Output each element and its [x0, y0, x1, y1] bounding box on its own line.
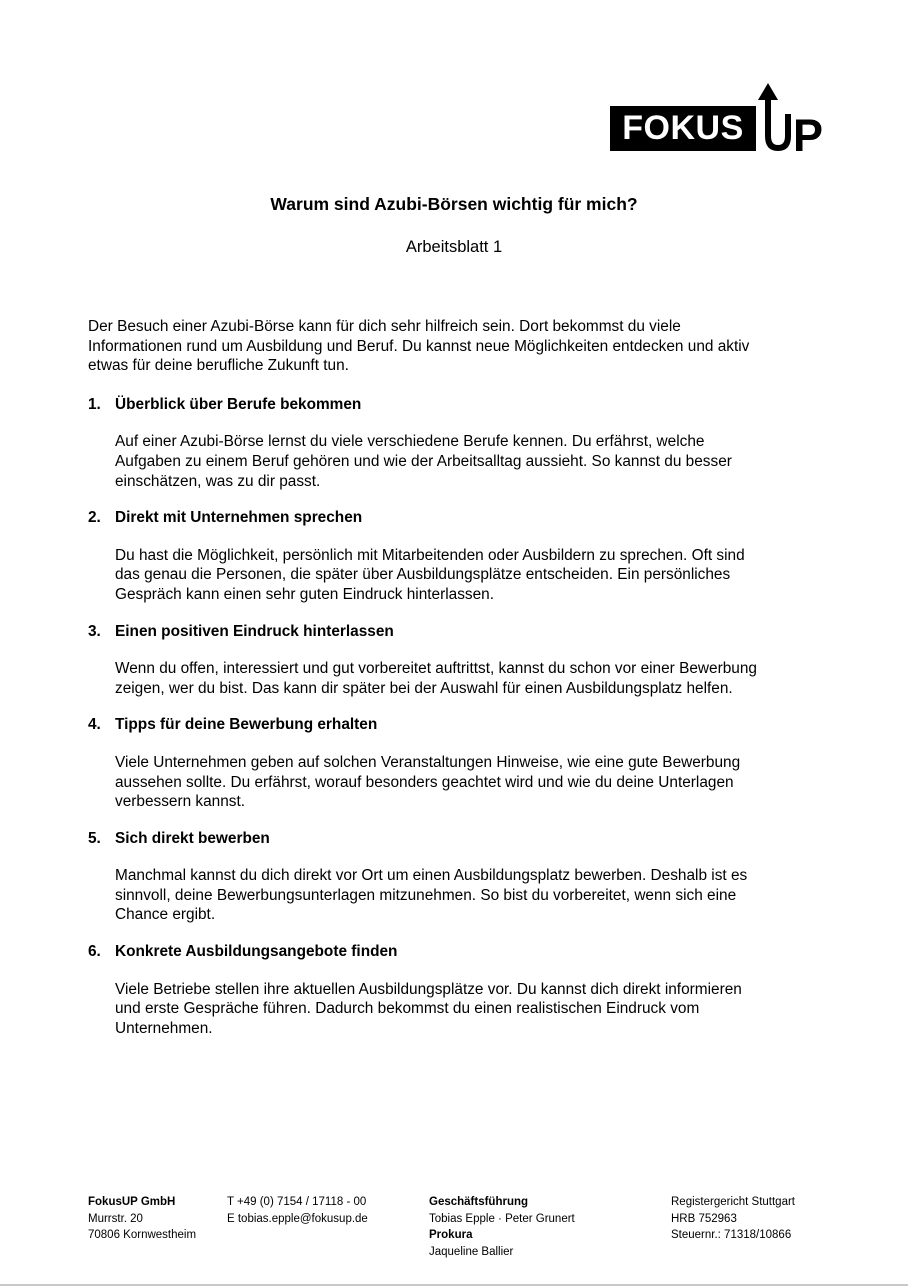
section-5 [88, 829, 828, 925]
prokura-name: Jaqueline Ballier [429, 1245, 514, 1258]
section-number: 6. [88, 943, 101, 961]
fokusup-logo [610, 80, 825, 155]
section-heading-text: Konkrete Ausbildungsangebote finden [115, 943, 398, 961]
intro-line: etwas für deine berufliche Zukunft tun. [88, 357, 349, 375]
register-hrb: HRB 752963 [671, 1212, 737, 1225]
section-body [115, 866, 828, 925]
section-4 [88, 715, 828, 811]
register-tax: Steuernr.: 71318/10866 [671, 1229, 792, 1241]
section-body [115, 432, 828, 491]
section-heading-text: Überblick über Berufe bekommen [115, 395, 362, 413]
up-arrow-icon [756, 80, 826, 155]
section-number: 4. [88, 716, 101, 734]
body-line: Chance ergibt. [115, 906, 216, 924]
intro-line: Informationen rund um Ausbildung und Beruf. Du kannst neue Möglichkeiten entdecken und aktiv [88, 337, 750, 355]
body-line: Unternehmen. [115, 1019, 213, 1037]
section-body [115, 980, 828, 1039]
section-heading-text: Einen positiven Eindruck hinterlassen [115, 622, 394, 640]
section-number: 2. [88, 509, 101, 527]
management-names: Tobias Epple · Peter Grunert [429, 1212, 575, 1225]
section-body [115, 546, 828, 605]
company-street: Murrstr. 20 [88, 1212, 143, 1225]
footer-contact [227, 1194, 368, 1227]
footer-register [671, 1194, 795, 1244]
section-heading-text: Tipps für deine Bewerbung erhalten [115, 716, 378, 734]
section-1 [88, 395, 828, 491]
body-line: das genau die Personen, die später über Ausbildungsplätze entscheiden. Ein persönliches [115, 566, 731, 584]
body-line: Gespräch kann einen sehr guten Eindruck hinterlassen. [115, 585, 495, 603]
body-line: Viele Unternehmen geben auf solchen Veranstaltungen Hinweise, wie eine gute Bewerbung [115, 753, 741, 771]
section-number: 3. [88, 622, 101, 640]
section-heading [88, 715, 828, 735]
section-3 [88, 622, 828, 699]
logo-text-fokus: FOKUS [610, 106, 756, 151]
section-heading [88, 942, 828, 962]
body-line: und erste Gespräche führen. Dadurch bekommst du einen realistischen Eindruck vom [115, 1000, 700, 1018]
section-heading-text: Sich direkt bewerben [115, 829, 270, 847]
section-6 [88, 942, 828, 1038]
section-heading [88, 622, 828, 642]
section-heading [88, 829, 828, 849]
prokura-label: Prokura [429, 1229, 473, 1241]
body-line: Du hast die Möglichkeit, persönlich mit Mitarbeitenden oder Ausbildern zu sprechen. Oft sind [115, 546, 745, 564]
footer-company [88, 1194, 196, 1244]
section-heading [88, 508, 828, 528]
contact-phone: T +49 (0) 7154 / 17118 - 00 [227, 1196, 367, 1208]
body-line: aussehen sollte. Du erfährst, worauf besonders geachtet wird und wie du deine Unterlagen [115, 773, 734, 791]
section-body [115, 659, 828, 698]
page-subtitle: Arbeitsblatt 1 [405, 238, 503, 256]
footer-management [429, 1194, 575, 1260]
body-line: Wenn du offen, interessiert und gut vorbereitet auftrittst, kannst du schon vor einer Bewerbung [115, 660, 757, 678]
body-line: Manchmal kannst du dich direkt vor Ort um einen Ausbildungsplatz bewerben. Deshalb ist es [115, 867, 748, 885]
body-line: sinnvoll, deine Bewerbungsunterlagen mitzunehmen. So bist du vorbereitet, wenn sich eine [115, 886, 737, 904]
worksheet-content [88, 317, 828, 1055]
body-line: Aufgaben zu einem Beruf gehören und wie der Arbeitsalltag aussieht. So kannst du besser [115, 452, 732, 470]
intro-line: Der Besuch einer Azubi-Börse kann für dich sehr hilfreich sein. Dort bekommst du viele [88, 318, 681, 335]
section-heading-text: Direkt mit Unternehmen sprechen [115, 509, 363, 527]
body-line: Auf einer Azubi-Börse lernst du viele verschiedene Berufe kennen. Du erfährst, welche [115, 433, 705, 451]
section-number: 5. [88, 829, 101, 847]
body-line: einschätzen, was zu dir passt. [115, 472, 321, 490]
section-number: 1. [88, 395, 101, 413]
register-court: Registergericht Stuttgart [671, 1196, 796, 1208]
company-name: FokusUP GmbH [88, 1196, 176, 1208]
page-title: Warum sind Azubi-Börsen wichtig für mich? [270, 194, 638, 214]
logo-text-p: P [793, 110, 824, 155]
management-label: Geschäftsführung [429, 1196, 529, 1208]
company-city: 70806 Kornwestheim [88, 1229, 197, 1241]
contact-email[interactable]: E tobias.epple@fokusup.de [227, 1212, 368, 1225]
intro-paragraph [88, 317, 828, 376]
body-line: verbessern kannst. [115, 793, 246, 811]
section-heading [88, 395, 828, 415]
body-line: Viele Betriebe stellen ihre aktuellen Ausbildungsplätze vor. Du kannst dich direkt informieren [115, 980, 742, 998]
body-line: zeigen, wer du bist. Das kann dir später bei der Auswahl für einen Ausbildungsplatz helfen. [115, 679, 733, 697]
section-body [115, 753, 828, 812]
section-2 [88, 508, 828, 604]
